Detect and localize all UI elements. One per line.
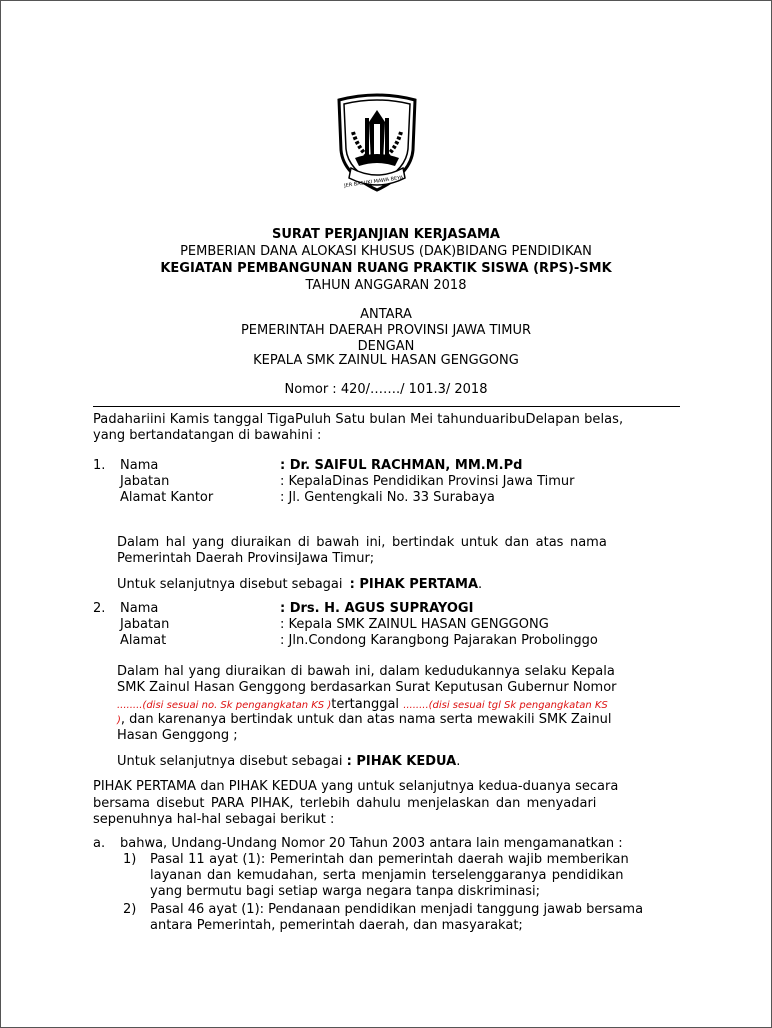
point-a-item-1-line-2: layanan dan kemudahan, serta menjamin terselenggaranya pendidikan	[150, 868, 624, 883]
pihak1-value-jabatan: : KepalaDinas Pendidikan Provinsi Jawa Timur	[280, 474, 575, 489]
pihak2-value-jabatan: : Kepala SMK ZAINUL HASAN GENGGONG	[280, 617, 549, 632]
pihak1-label-alamat: Alamat Kantor	[120, 490, 214, 505]
pihak1-sebut-end: .	[478, 577, 483, 592]
point-a-item-2-number: 2)	[123, 902, 137, 917]
heading-party-a: PEMERINTAH DAERAH PROVINSI JAWA TIMUR	[240, 323, 532, 338]
heading-dengan: DENGAN	[357, 339, 415, 354]
emblem-motto: JER BASUKI MAWA BEYA	[343, 174, 404, 190]
subtitle-dak: PEMBERIAN DANA ALOKASI KHUSUS (DAK)BIDANG PENDIDIKAN	[180, 244, 592, 259]
placeholder-close-paren: )	[117, 715, 121, 726]
pihak2-desc-line-4	[117, 712, 611, 729]
pihak2-desc-line-2: SMK Zainul Hasan Genggong berdasarkan Surat Keputusan Gubernur Nomor	[117, 680, 617, 695]
pihak1-number: 1.	[93, 458, 106, 473]
pihak1-desc-line-1: Dalam hal yang diuraikan di bawah ini, bertindak untuk dan atas nama	[117, 535, 607, 550]
placeholder-sk-number: ........(disi sesuai no. Sk pengangkatan KS )	[117, 700, 332, 711]
point-a-item-2-line-1: Pasal 46 ayat (1): Pendanaan pendidikan menjadi tanggung jawab bersama	[150, 902, 644, 917]
para-pihak-line-3: sepenuhnya hal-hal sebagai berikut :	[93, 812, 335, 827]
intro-line-1: Padahariini Kamis tanggal TigaPuluh Satu bulan Mei tahunduaribuDelapan belas,	[93, 412, 624, 427]
pihak2-tertanggal: tertanggal	[331, 697, 400, 712]
header-divider	[93, 406, 680, 407]
point-a-item-1-line-1: Pasal 11 ayat (1): Pemerintah dan pemerintah daerah wajib memberikan	[150, 852, 629, 867]
point-a-item-1-number: 1)	[123, 852, 137, 867]
pihak2-sebut-row	[117, 754, 460, 770]
para-pihak-line-2: bersama disebut PARA PIHAK, terlebih dahulu menjelaskan dan menyadari	[93, 796, 597, 811]
pihak2-desc-line-1: Dalam hal yang diuraikan di bawah ini, dalam kedudukannya selaku Kepala	[117, 664, 615, 679]
pihak2-desc-4-text: , dan karenanya bertindak untuk dan atas nama serta mewakili SMK Zainul	[120, 712, 612, 727]
document-title: SURAT PERJANJIAN KERJASAMA	[272, 227, 500, 242]
pihak1-value-alamat: : Jl. Gentengkali No. 33 Surabaya	[280, 490, 495, 505]
pihak2-sebut-value: : PIHAK KEDUA	[346, 754, 457, 769]
subtitle-tahun: TAHUN ANGGARAN 2018	[305, 278, 467, 293]
pihak2-value-alamat: : Jln.Condong Karangbong Pajarakan Probolinggo	[280, 633, 598, 648]
placeholder-sk-date: ........(disi sesuai tgl Sk pengangkatan KS	[403, 700, 608, 711]
pihak1-label-jabatan: Jabatan	[120, 474, 170, 489]
heading-party-b: KEPALA SMK ZAINUL HASAN GENGGONG	[253, 353, 519, 368]
para-pihak-line-1: PIHAK PERTAMA dan PIHAK KEDUA yang untuk selanjutnya kedua-duanya secara	[93, 779, 619, 794]
pihak2-number: 2.	[93, 601, 106, 616]
point-a-item-2-line-2: antara Pemerintah, pemerintah daerah, dan masyarakat;	[150, 918, 523, 933]
pihak2-sebut-label: Untuk selanjutnya disebut sebagai	[117, 754, 343, 769]
pihak2-desc-line-5: Hasan Genggong ;	[117, 728, 238, 743]
pihak2-label-alamat: Alamat	[120, 633, 167, 648]
pihak2-label-jabatan: Jabatan	[120, 617, 170, 632]
pihak2-label-nama: Nama	[120, 601, 159, 616]
pihak1-sebut-value: : PIHAK PERTAMA	[349, 577, 479, 592]
document-number: Nomor : 420/……./ 101.3/ 2018	[284, 382, 488, 397]
point-a-text: bahwa, Undang-Undang Nomor 20 Tahun 2003 antara lain mengamanatkan :	[120, 836, 623, 851]
point-a-label: a.	[93, 836, 106, 851]
heading-antara: ANTARA	[360, 307, 412, 322]
intro-line-2: yang bertandatangan di bawahini :	[93, 428, 322, 443]
pihak1-sebut-label: Untuk selanjutnya disebut sebagai	[117, 577, 343, 592]
point-a-item-1-line-3: yang bermutu bagi setiap warga negara tanpa diskriminasi;	[150, 884, 541, 899]
pihak1-sebut-row	[117, 577, 482, 593]
pihak1-desc-line-2: Pemerintah Daerah ProvinsiJawa Timur;	[117, 551, 375, 566]
pihak1-value-nama: : Dr. SAIFUL RACHMAN, MM.M.Pd	[280, 458, 523, 473]
pihak2-value-nama: : Drs. H. AGUS SUPRAYOGI	[280, 601, 474, 616]
pihak2-sebut-end: .	[456, 754, 461, 769]
pihak1-label-nama: Nama	[120, 458, 159, 473]
subtitle-kegiatan: KEGIATAN PEMBANGUNAN RUANG PRAKTIK SISWA (RPS)-SMK	[160, 261, 612, 276]
